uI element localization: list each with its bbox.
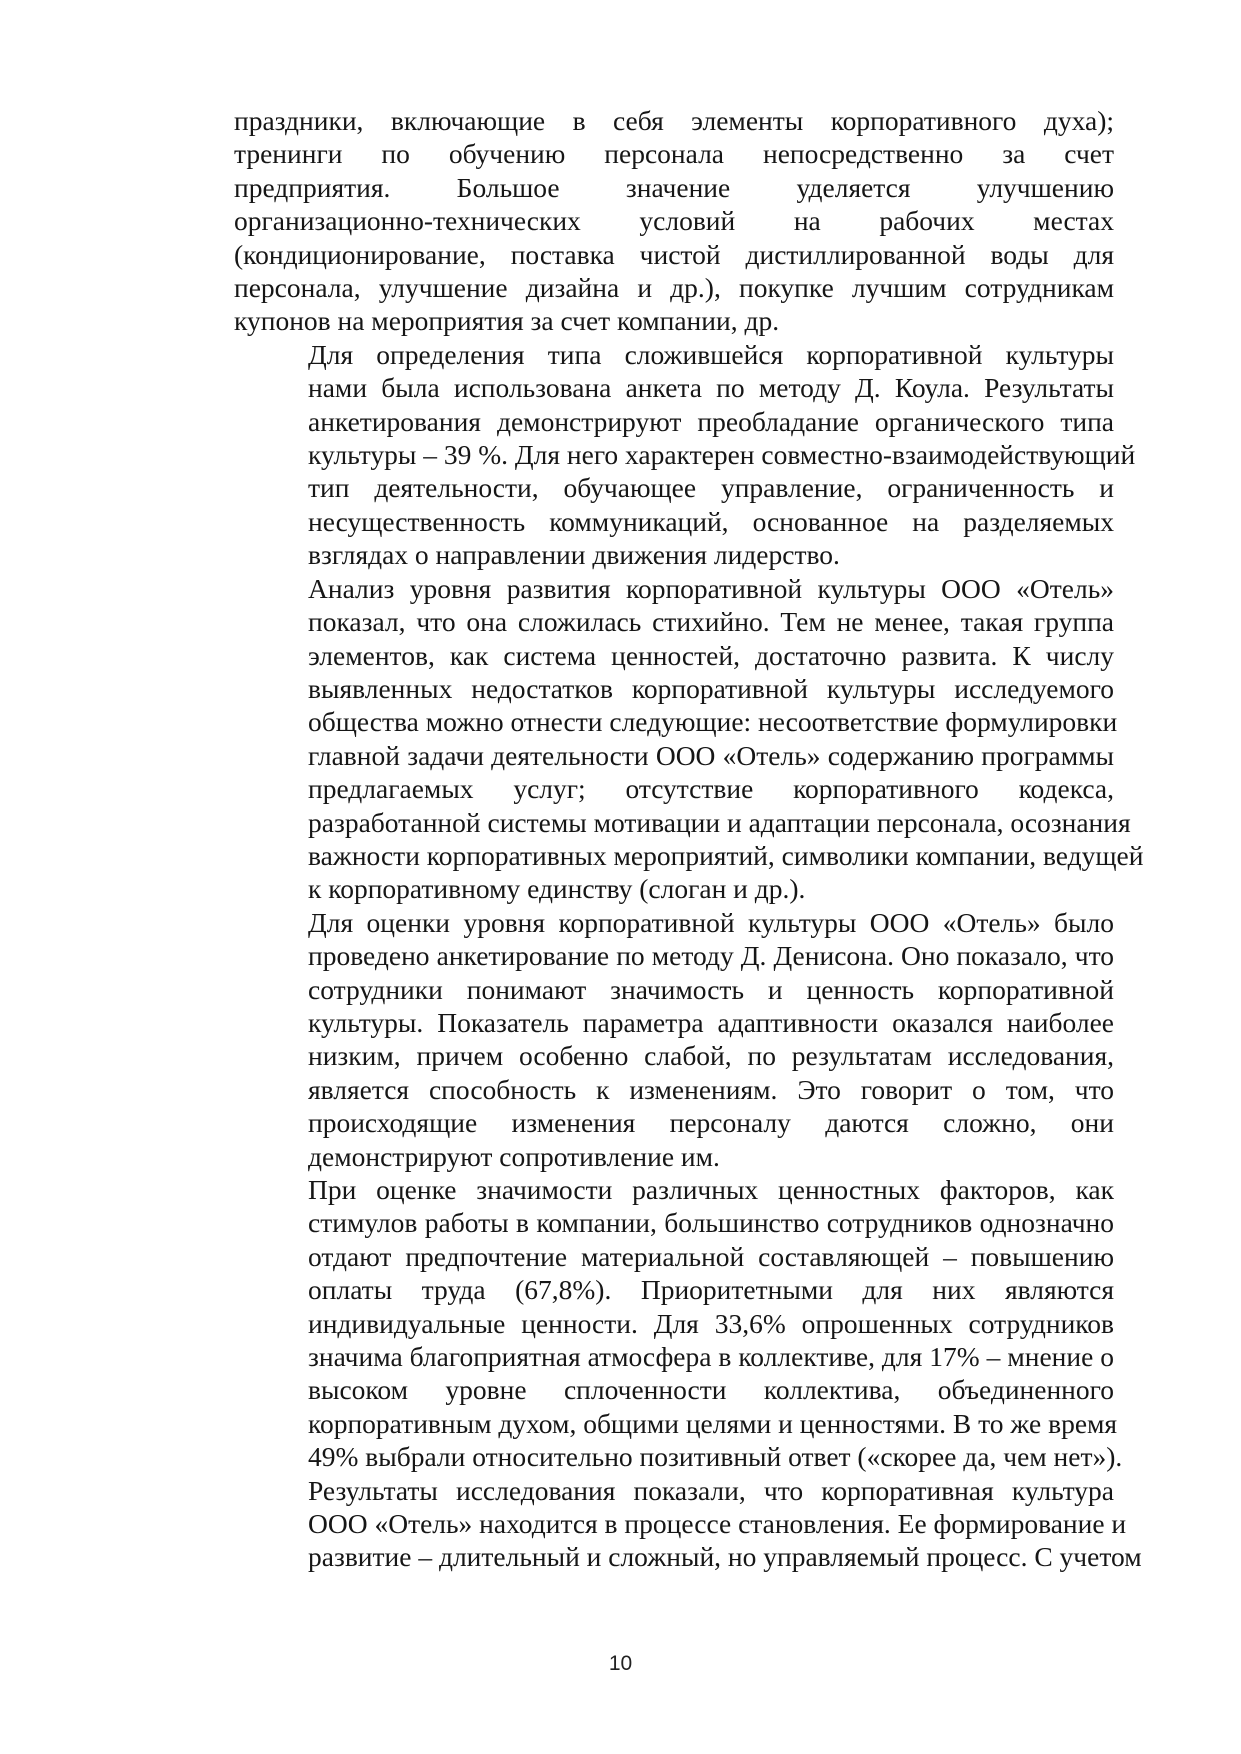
text-line: является способность к изменениям. Это говорит о том, что	[308, 1073, 1114, 1105]
text-line: стимулов работы в компании, большинство сотрудников однозначно	[308, 1207, 1114, 1239]
text-line: индивидуальные ценности. Для 33,6% опрошенных сотрудников	[308, 1307, 1114, 1339]
text-line: культуры – 39 %. Для него характерен совместно-взаимодействующий	[308, 439, 1136, 471]
paragraph	[234, 572, 1144, 906]
text-line: взглядах о направлении движения лидерство.	[308, 539, 840, 571]
paragraph	[234, 104, 1114, 338]
text-line: оплаты труда (67,8%). Приоритетными для них являются	[308, 1274, 1114, 1306]
paragraph	[234, 1173, 1123, 1474]
text-line: сотрудники понимают значимость и ценность корпоративной	[308, 973, 1114, 1005]
text-line: к корпоративному единству (слоган и др.).	[308, 873, 806, 905]
text-line: Результаты исследования показали, что корпоративная культура	[308, 1474, 1114, 1506]
text-line: При оценке значимости различных ценностных факторов, как	[308, 1174, 1114, 1205]
text-line: низким, причем особенно слабой, по результатам исследования,	[308, 1040, 1114, 1072]
text-line: тип деятельности, обучающее управление, ограниченность и	[308, 472, 1114, 504]
text-line: персонала, улучшение дизайна и др.), покупке лучшим сотрудникам	[234, 272, 1114, 304]
text-line: нами была использована анкета по методу Д. Коула. Результаты	[308, 372, 1114, 404]
text-line: ООО «Отель» находится в процессе становления. Ее формирование и	[308, 1508, 1127, 1540]
text-line: предлагаемых услуг; отсутствие корпоративного кодекса,	[308, 773, 1114, 805]
text-line: высоком уровне сплоченности коллектива, объединенного	[308, 1374, 1114, 1406]
text-line: общества можно отнести следующие: несоответствие формулировки	[308, 706, 1118, 738]
paragraph	[234, 338, 1136, 572]
text-line: показал, что она сложилась стихийно. Тем не менее, такая группа	[308, 606, 1114, 638]
text-line: несущественность коммуникаций, основанное на разделяемых	[308, 505, 1114, 537]
text-line: купонов на мероприятия за счет компании, др.	[234, 305, 780, 337]
page-number: 10	[608, 1652, 633, 1675]
text-line: проведено анкетирование по методу Д. Денисона. Оно показало, что	[308, 940, 1114, 972]
text-line: анкетирования демонстрируют преобладание органического типа	[308, 405, 1114, 437]
text-line: организационно-технических условий на рабочих местах	[234, 205, 1114, 237]
text-line: 49% выбрали относительно позитивный ответ («скорее да, чем нет»).	[308, 1441, 1123, 1473]
text-line: элементов, как система ценностей, достаточно развита. К числу	[308, 639, 1114, 671]
text-line: выявленных недостатков корпоративной культуры исследуемого	[308, 672, 1114, 704]
text-line: Анализ уровня развития корпоративной культуры ООО «Отель»	[308, 572, 1114, 604]
text-line: происходящие изменения персоналу даются сложно, они	[308, 1107, 1114, 1139]
text-line: (кондиционирование, поставка чистой дистиллированной воды для	[234, 238, 1114, 270]
paragraph	[234, 906, 1114, 1173]
paragraph	[234, 1474, 1142, 1574]
text-line: значима благоприятная атмосфера в коллективе, для 17% – мнение о	[308, 1341, 1114, 1373]
text-line: Для оценки уровня корпоративной культуры ООО «Отель» было	[308, 906, 1114, 938]
text-line: разработанной системы мотивации и адаптации персонала, осознания	[308, 806, 1131, 838]
text-line: праздники, включающие в себя элементы корпоративного духа);	[234, 105, 1114, 136]
body-text	[234, 104, 1144, 1574]
text-line: предприятия. Большое значение уделяется улучшению	[234, 171, 1114, 203]
text-line: развитие – длительный и сложный, но управляемый процесс. С учетом	[308, 1541, 1142, 1573]
text-line: демонстрируют сопротивление им.	[308, 1140, 720, 1172]
text-line: важности корпоративных мероприятий, символики компании, ведущей	[308, 839, 1144, 871]
text-line: культуры. Показатель параметра адаптивности оказался наиболее	[308, 1006, 1114, 1038]
text-line: Для определения типа сложившейся корпоративной культуры	[308, 338, 1114, 370]
text-line: главной задачи деятельности ООО «Отель» содержанию программы	[308, 739, 1114, 771]
text-line: корпоративным духом, общими целями и ценностями. В то же время	[308, 1407, 1118, 1439]
text-line: тренинги по обучению персонала непосредственно за счет	[234, 138, 1114, 170]
text-line: отдают предпочтение материальной составляющей – повышению	[308, 1240, 1114, 1272]
